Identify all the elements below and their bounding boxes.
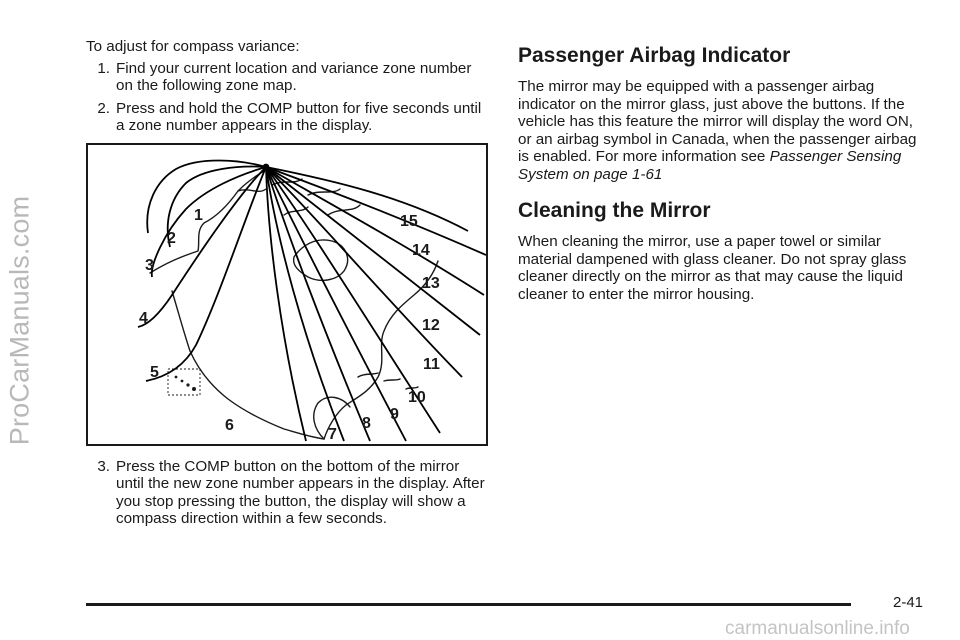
coastline-pacific [172,291,324,439]
cleaning-paragraph: When cleaning the mirror, use a paper towel or similar material dampened with glass cleaner. Do not spray glass cleaner directly on the mirror as that may cause the liquid cleaner to enter the mirror housing. [518,233,907,303]
step-text: Press and hold the COMP button for five seconds until a zone number appears in the display. [116,99,482,134]
step-text: Find your current location and variance zone number on the following zone map. [116,59,472,94]
watermark [2,120,38,520]
zone-label: 10 [408,388,426,406]
step-item [86,458,490,528]
zone-label: 15 [400,212,418,230]
page-number: 2-41 [893,594,924,611]
zone-boundary-curve [152,167,266,277]
compass-zone-map [86,143,488,446]
airbag-body: The mirror may be equipped with a passenger airbag indicator on the mirror glass, just above the buttons. If the vehicle has this feature the mirror will display the word ON, or an airbag symbol in Canada, when the passenger airbag is enabled. For more information see [518,78,917,165]
zone-label: 8 [362,414,371,432]
step-number: 3. [97,457,110,475]
zone-label: 2 [167,229,176,247]
zone-label: 14 [412,241,430,259]
coastline-west [150,171,264,273]
zone-boundary-curve [266,167,484,295]
section-heading-airbag: Passenger Airbag Indicator [518,44,791,67]
airbag-paragraph [518,78,918,183]
section-heading-cleaning: Cleaning the Mirror [518,199,711,222]
airbag-reference-link[interactable]: Passenger Sensing System on page 1-61 [518,148,902,183]
left-column [86,38,490,533]
steps-list [86,60,490,135]
zone-label: 9 [390,405,399,423]
zone-label: 7 [328,425,337,443]
zone-label: 11 [423,355,440,373]
steps-list-continued [86,458,490,528]
step-item [86,100,490,135]
step-number: 2. [97,99,110,117]
zone-boundary-curve [146,167,266,381]
zone-label: 1 [194,206,203,224]
step-number: 1. [97,59,110,77]
site-watermark: carmanualsonline.info [725,618,910,639]
caribbean-islands [358,373,418,389]
right-column [518,44,918,303]
zone-boundary-curve [138,167,266,327]
zone-label: 3 [145,256,154,274]
zone-map-svg [88,145,486,444]
magnetic-pole-marker [264,164,269,169]
zone-label: 4 [139,309,148,327]
zone-label: 12 [422,316,440,334]
watermark-text: ProCarManuals.com [4,195,35,445]
step-item [86,60,490,95]
hawaii-inset [168,369,200,395]
isogonic-curves [138,160,486,441]
zone-boundary-curve [266,167,406,441]
intro-text: To adjust for compass variance: [86,38,300,55]
step-text: Press the COMP button on the bottom of the mirror until the new zone number appears in the display. After you stop pressing the button, the display will show a compass direction within a few seconds. [116,457,485,527]
zone-label: 6 [225,416,234,434]
zone-labels [139,207,440,443]
footer-rule [86,603,851,606]
zone-label: 5 [150,363,159,381]
hawaii-islands [175,375,196,390]
zone-label: 13 [422,274,440,292]
